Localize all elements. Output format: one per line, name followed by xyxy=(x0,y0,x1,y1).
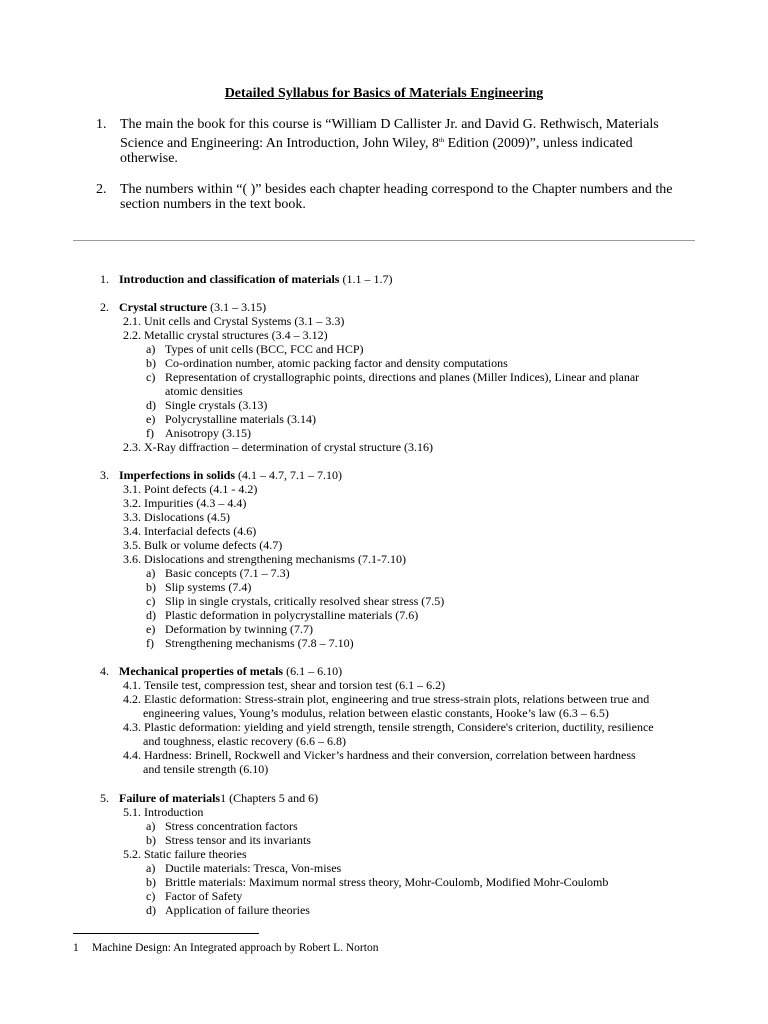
subsection-text: engineering values, Young’s modulus, relation between elastic constants, Hooke’s law (6.3 – 6.5) xyxy=(143,706,609,720)
list-item-text: atomic densities xyxy=(165,384,243,398)
list-item xyxy=(100,356,710,370)
list-item xyxy=(100,594,710,608)
list-item xyxy=(100,889,710,903)
subsection-text: and tensile strength (6.10) xyxy=(143,762,269,776)
section-number: 5. xyxy=(100,791,109,805)
subsection-number: 3.6. xyxy=(123,552,141,566)
list-item-text: Basic concepts (7.1 – 7.3) xyxy=(165,566,290,580)
subsection-number: 5.1. xyxy=(123,805,141,819)
list-item-text: Application of failure theories xyxy=(165,903,310,917)
intro-item xyxy=(96,117,676,167)
section-heading xyxy=(100,664,710,678)
footnote-mark: 1 xyxy=(73,942,79,954)
horizontal-divider xyxy=(73,240,695,241)
subsection-text: Metallic crystal structures (3.4 – 3.12) xyxy=(144,328,328,342)
list-item-letter: e) xyxy=(146,622,156,636)
subsection-number: 3.2. xyxy=(123,496,141,510)
list-item xyxy=(100,342,710,356)
list-item xyxy=(100,370,710,384)
section-heading xyxy=(100,791,710,805)
subsection-text: Hardness: Brinell, Rockwell and Vicker’s hardness and their conversion, correlation between hardness xyxy=(144,748,636,762)
list-item-letter: a) xyxy=(146,342,156,356)
list-item-text: Deformation by twinning (7.7) xyxy=(165,622,313,636)
subsection-number: 4.2. xyxy=(123,692,141,706)
list-item xyxy=(100,426,710,440)
subsection-text: Bulk or volume defects (4.7) xyxy=(144,538,283,552)
subsection-text: and toughness, elastic recovery (6.6 – 6.8) xyxy=(143,734,346,748)
syllabus-section-1 xyxy=(100,272,710,286)
subsection-number: 2.1. xyxy=(123,314,141,328)
list-item-text: Anisotropy (3.15) xyxy=(165,426,251,440)
list-item xyxy=(100,903,710,917)
subsection-number: 2.3. xyxy=(123,440,141,454)
subsection-text: Introduction xyxy=(144,805,204,819)
section-number: 4. xyxy=(100,664,109,678)
list-item-letter: c) xyxy=(146,370,156,384)
subsection-text: Tensile test, compression test, shear and torsion test (6.1 – 6.2) xyxy=(144,678,446,692)
section-title: Failure of materials xyxy=(119,791,221,805)
list-item-letter: f) xyxy=(146,636,154,650)
list-item-text: Ductile materials: Tresca, Von-mises xyxy=(165,861,342,875)
list-item-letter: d) xyxy=(146,398,156,412)
intro-item-text: The main the book for this course is “William D Callister Jr. and David G. Rethwisch, Materials Science and Engineering: An Introduction, John Wiley, 8 xyxy=(120,117,659,151)
list-item xyxy=(100,622,710,636)
list-item-text: Stress concentration factors xyxy=(165,819,298,833)
page-title: Detailed Syllabus for Basics of Materials Engineering xyxy=(224,86,544,101)
syllabus-section-5 xyxy=(100,791,710,917)
subsection-continuation xyxy=(100,706,710,720)
subsection-number: 2.2. xyxy=(123,328,141,342)
list-item xyxy=(100,580,710,594)
section-chapter-ref: (1.1 – 1.7) xyxy=(339,272,393,286)
subsection xyxy=(100,496,710,510)
list-item-text: Co-ordination number, atomic packing factor and density computations xyxy=(165,356,508,370)
list-item-text: Factor of Safety xyxy=(165,889,243,903)
intro-item-text: The numbers within “( )” besides each chapter heading correspond to the Chapter numbers and the section numbers in the text book. xyxy=(120,181,673,212)
intro-list xyxy=(96,117,676,228)
subsection-number: 4.3. xyxy=(123,720,141,734)
subsection xyxy=(100,847,710,861)
subsection-text: Dislocations and strengthening mechanisms (7.1-7.10) xyxy=(144,552,406,566)
subsection xyxy=(100,748,710,762)
intro-item xyxy=(96,182,676,213)
list-item-text: Single crystals (3.13) xyxy=(165,398,268,412)
subsection-number: 5.2. xyxy=(123,847,141,861)
subsection-text: Static failure theories xyxy=(144,847,247,861)
subsection-text: Unit cells and Crystal Systems (3.1 – 3.3) xyxy=(144,314,345,328)
list-item-text: Plastic deformation in polycrystalline materials (7.6) xyxy=(165,608,419,622)
section-chapter-ref: (Chapters 5 and 6) xyxy=(226,791,319,805)
section-title: Mechanical properties of metals xyxy=(119,664,284,678)
subsection-text: Point defects (4.1 - 4.2) xyxy=(144,482,258,496)
section-heading xyxy=(100,300,710,314)
intro-item-number: 2. xyxy=(96,181,107,197)
subsection xyxy=(100,805,710,819)
list-item-text: Polycrystalline materials (3.14) xyxy=(165,412,316,426)
section-chapter-ref: (6.1 – 6.10) xyxy=(283,664,343,678)
subsection xyxy=(100,510,710,524)
list-item-letter: d) xyxy=(146,903,156,917)
subsection xyxy=(100,524,710,538)
subsection-text: Plastic deformation: yielding and yield strength, tensile strength, Considere's criterion, ductility, resilience xyxy=(144,720,654,734)
subsection-number: 3.5. xyxy=(123,538,141,552)
list-item-letter: a) xyxy=(146,566,156,580)
list-item-letter: e) xyxy=(146,412,156,426)
subsection-number: 4.4. xyxy=(123,748,141,762)
intro-item-text-continued: Edition (2009)”, unless indicated otherwise. xyxy=(120,135,633,166)
footnote-text: Machine Design: An Integrated approach by Robert L. Norton xyxy=(92,942,379,954)
section-heading xyxy=(100,272,710,286)
section-chapter-ref: (3.1 – 3.15) xyxy=(207,300,267,314)
subsection-text: Interfacial defects (4.6) xyxy=(144,524,257,538)
list-item-letter: b) xyxy=(146,580,156,594)
footnote xyxy=(73,942,378,954)
list-item-text: Types of unit cells (BCC, FCC and HCP) xyxy=(165,342,364,356)
syllabus-section-3 xyxy=(100,468,710,650)
subsection-continuation xyxy=(100,734,710,748)
list-item-letter: b) xyxy=(146,875,156,889)
list-item-text: Slip in single crystals, critically resolved shear stress (7.5) xyxy=(165,594,445,608)
subsection-text: X-Ray diffraction – determination of crystal structure (3.16) xyxy=(144,440,434,454)
list-item-letter: a) xyxy=(146,861,156,875)
list-item-text: Stress tensor and its invariants xyxy=(165,833,311,847)
subsection xyxy=(100,678,710,692)
section-heading xyxy=(100,468,710,482)
list-item-letter: b) xyxy=(146,356,156,370)
subsection xyxy=(100,328,710,342)
subsection xyxy=(100,552,710,566)
list-item-text: Representation of crystallographic points, directions and planes (Miller Indices), Linear and planar xyxy=(165,370,640,384)
section-title: Imperfections in solids xyxy=(119,468,236,482)
footnote-reference[interactable]: 1 xyxy=(220,791,227,805)
list-item xyxy=(100,636,710,650)
list-item-letter: d) xyxy=(146,608,156,622)
list-item xyxy=(100,566,710,580)
syllabus-section-4 xyxy=(100,664,710,776)
list-item-text: Strengthening mechanisms (7.8 – 7.10) xyxy=(165,636,354,650)
section-title: Introduction and classification of materials xyxy=(119,272,340,286)
subsection-continuation xyxy=(100,762,710,776)
list-item xyxy=(100,833,710,847)
section-number: 2. xyxy=(100,300,109,314)
subsection-text: Impurities (4.3 – 4.4) xyxy=(144,496,247,510)
subsection-number: 3.1. xyxy=(123,482,141,496)
list-item xyxy=(100,819,710,833)
list-item xyxy=(100,608,710,622)
footnote-separator xyxy=(73,933,259,934)
list-item-continuation xyxy=(100,384,710,398)
subsection xyxy=(100,538,710,552)
subsection xyxy=(100,720,710,734)
subsection xyxy=(100,314,710,328)
section-title: Crystal structure xyxy=(119,300,208,314)
intro-item-number: 1. xyxy=(96,117,107,132)
list-item xyxy=(100,412,710,426)
list-item xyxy=(100,875,710,889)
list-item-letter: c) xyxy=(146,889,156,903)
subsection-text: Elastic deformation: Stress-strain plot, engineering and true stress-strain plots, relations between true and xyxy=(144,692,650,706)
section-chapter-ref: (4.1 – 4.7, 7.1 – 7.10) xyxy=(235,468,343,482)
list-item-text: Brittle materials: Maximum normal stress theory, Mohr-Coulomb, Modified Mohr-Coulomb xyxy=(165,875,609,889)
section-number: 3. xyxy=(100,468,109,482)
list-item xyxy=(100,398,710,412)
subsection-number: 3.4. xyxy=(123,524,141,538)
syllabus-section-2 xyxy=(100,300,710,454)
subsection-number: 4.1. xyxy=(123,678,141,692)
subsection-number: 3.3. xyxy=(123,510,141,524)
subsection xyxy=(100,482,710,496)
subsection xyxy=(100,440,710,454)
ordinal-superscript: th xyxy=(439,136,445,144)
list-item xyxy=(100,861,710,875)
subsection-text: Dislocations (4.5) xyxy=(144,510,230,524)
list-item-letter: c) xyxy=(146,594,156,608)
subsection xyxy=(100,692,710,706)
list-item-letter: f) xyxy=(146,426,154,440)
list-item-letter: b) xyxy=(146,833,156,847)
list-item-letter: a) xyxy=(146,819,156,833)
list-item-text: Slip systems (7.4) xyxy=(165,580,252,594)
section-number: 1. xyxy=(100,272,109,286)
